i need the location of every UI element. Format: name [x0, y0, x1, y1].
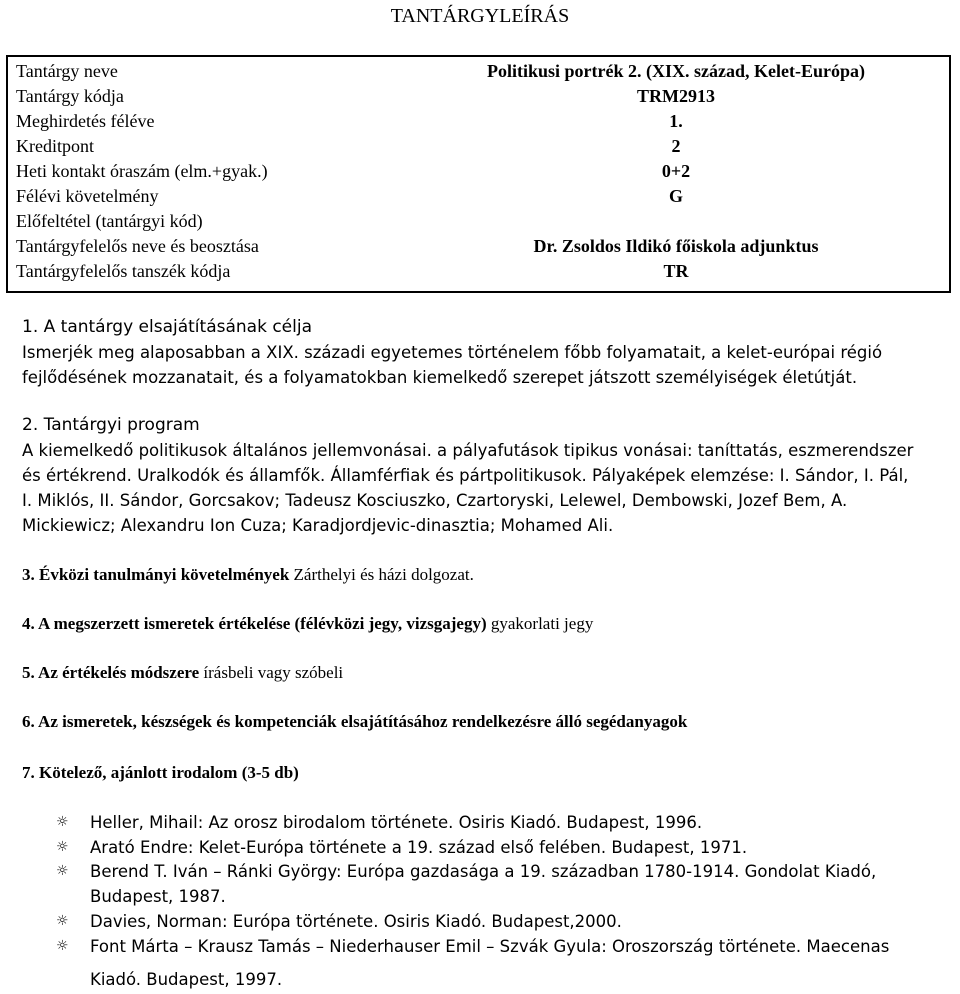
info-label: Meghirdetés féléve	[16, 111, 155, 131]
section-text: I. Miklós, II. Sándor, Gorcsakov; Tadeusz Kosciuszko, Czartoryski, Lelewel, Dembowski, Jozef Bem, A.	[22, 491, 848, 510]
info-value: 2	[671, 136, 681, 156]
literature-text: Heller, Mihail: Az orosz birodalom története. Osiris Kiadó. Budapest, 1996.	[90, 813, 703, 832]
section-materials	[22, 709, 942, 735]
bullet-icon: ☼	[56, 839, 69, 855]
section-heading: 2. Tantárgyi program	[22, 415, 200, 435]
section-literature	[22, 760, 942, 786]
info-row	[16, 84, 941, 109]
info-row	[16, 184, 941, 209]
document-title: TANTÁRGYLEÍRÁS	[390, 5, 570, 27]
literature-text: Davies, Norman: Európa története. Osiris Kiadó. Budapest,2000.	[90, 912, 622, 931]
info-row	[16, 134, 941, 159]
info-label: Tantárgy neve	[16, 61, 118, 81]
literature-text: Arató Endre: Kelet-Európa története a 19. század első felében. Budapest, 1971.	[90, 838, 748, 857]
section-heading: 5. Az értékelés módszere	[22, 663, 200, 682]
course-info-table	[6, 55, 951, 293]
section-heading: 7. Kötelező, ajánlott irodalom (3-5 db)	[22, 763, 299, 782]
section-text: és értékrend. Uralkodók és államfők. Államférfiak és pártpolitikusok. Pályaképek elemzése: I. Sándor, I. Pál,	[22, 466, 909, 485]
section-goal	[22, 314, 942, 390]
info-row	[16, 109, 941, 134]
info-value: TRM2913	[637, 86, 715, 106]
info-row	[16, 159, 941, 184]
literature-text: Berend T. Iván – Ránki György: Európa gazdasága a 19. században 1780-1914. Gondolat Kiadó,	[90, 862, 877, 881]
section-text: gyakorlati jegy	[490, 614, 594, 633]
section-text: Ismerjék meg alaposabban a XIX. századi egyetemes történelem főbb folyamatait, a kelet-európai régió	[22, 343, 883, 362]
literature-text: Budapest, 1987.	[90, 887, 226, 906]
section-text: A kiemelkedő politikusok általános jellemvonásai. a pályafutások tipikus vonásai: taníttatás, eszmerendszer	[22, 441, 914, 460]
bullet-icon: ☼	[56, 814, 69, 830]
info-row	[16, 234, 941, 259]
section-text: fejlődésének mozzanatait, és a folyamatokban kiemelkedő szerepet játszott személyiségek életútját.	[22, 368, 858, 387]
section-evaluation	[22, 611, 942, 637]
info-label: Tantárgyfelelős tanszék kódja	[16, 261, 231, 281]
info-value: TR	[663, 261, 689, 281]
info-value: G	[668, 186, 683, 206]
section-heading: 6. Az ismeretek, készségek és kompetenciák elsajátításához rendelkezésre álló segédanyagok	[22, 712, 688, 731]
section-program	[22, 412, 942, 538]
bullet-icon: ☼	[56, 913, 69, 929]
info-label: Heti kontakt óraszám (elm.+gyak.)	[16, 161, 268, 181]
info-label: Előfeltétel (tantárgyi kód)	[16, 211, 203, 231]
section-text: írásbeli vagy szóbeli	[203, 663, 344, 682]
info-row	[16, 59, 941, 84]
section-text: Zárthelyi és házi dolgozat.	[293, 565, 474, 584]
section-heading: 4. A megszerzett ismeretek értékelése (félévközi jegy, vizsgajegy)	[22, 614, 487, 633]
info-label: Tantárgy kódja	[16, 86, 124, 106]
info-label: Tantárgyfelelős neve és beosztása	[16, 236, 259, 256]
info-value: 0+2	[661, 161, 691, 181]
info-row	[16, 259, 941, 284]
bullet-icon: ☼	[56, 938, 69, 954]
section-heading: 1. A tantárgy elsajátításának célja	[22, 317, 312, 337]
literature-text: Font Márta – Krausz Tamás – Niederhauser Emil – Szvák Gyula: Oroszország története. Maecenas	[90, 937, 890, 956]
info-value: 1.	[669, 111, 683, 131]
section-method	[22, 660, 942, 686]
info-value: Dr. Zsoldos Ildikó főiskola adjunktus	[533, 236, 819, 256]
info-value: Politikusi portrék 2. (XIX. század, Kelet-Európa)	[487, 61, 865, 81]
info-label: Kreditpont	[16, 136, 94, 156]
section-requirements	[22, 562, 942, 588]
section-heading: 3. Évközi tanulmányi követelmények	[22, 565, 290, 584]
info-label: Félévi követelmény	[16, 186, 159, 206]
bullet-icon: ☼	[56, 863, 69, 879]
info-row	[16, 209, 941, 234]
section-text: Mickiewicz; Alexandru Ion Cuza; Karadjordjevic-dinasztia; Mohamed Ali.	[22, 516, 614, 535]
literature-text: Kiadó. Budapest, 1997.	[90, 970, 283, 989]
